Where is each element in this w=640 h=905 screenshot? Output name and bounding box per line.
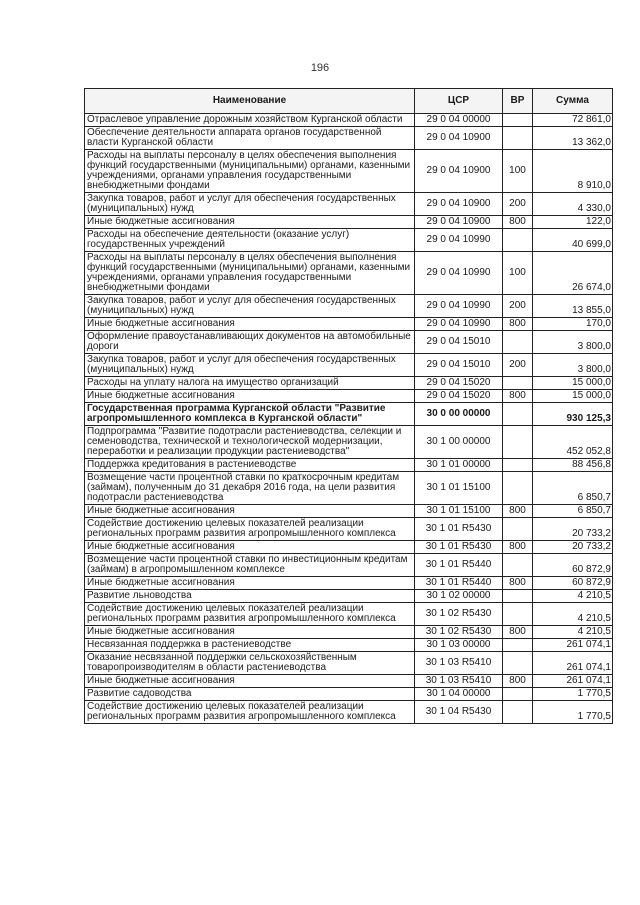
row-csr-cell: 29 0 04 10900	[415, 150, 503, 193]
row-sum-cell: 40 699,0	[533, 229, 613, 252]
table-row	[85, 252, 613, 295]
row-vr-cell	[503, 472, 533, 505]
row-vr-cell	[503, 127, 533, 150]
row-name-cell: Возмещение части процентной ставки по краткосрочным кредитам (займам), полученным до 31 декабря 2016 года, на цели развития подотрасли растениеводства	[85, 472, 415, 505]
row-name-cell: Иные бюджетные ассигнования	[85, 541, 415, 554]
row-csr-cell: 29 0 04 10900	[415, 127, 503, 150]
row-vr-cell: 100	[503, 252, 533, 295]
row-name-cell: Развитие льноводства	[85, 590, 415, 603]
table-header-row	[85, 89, 613, 114]
row-name-cell: Государственная программа Курганской области "Развитие агропромышленного комплекса в Курганской области"	[85, 403, 415, 426]
row-vr-cell: 800	[503, 390, 533, 403]
row-vr-cell	[503, 639, 533, 652]
row-sum-cell: 8 910,0	[533, 150, 613, 193]
row-name-cell: Содействие достижению целевых показателей реализации региональных программ развития агропромышленного комплекса	[85, 603, 415, 626]
row-vr-cell	[503, 603, 533, 626]
row-vr-cell: 800	[503, 577, 533, 590]
row-sum-cell: 6 850,7	[533, 472, 613, 505]
table-row	[85, 590, 613, 603]
row-sum-cell: 261 074,1	[533, 652, 613, 675]
row-name-cell: Закупка товаров, работ и услуг для обеспечения государственных (муниципальных) нужд	[85, 354, 415, 377]
header-csr: ЦСР	[415, 89, 503, 114]
row-sum-cell: 60 872,9	[533, 577, 613, 590]
table-row	[85, 403, 613, 426]
row-csr-cell: 29 0 04 10900	[415, 193, 503, 216]
table-row	[85, 426, 613, 459]
row-csr-cell: 30 0 00 00000	[415, 403, 503, 426]
row-name-cell: Обеспечение деятельности аппарата органов государственной власти Курганской области	[85, 127, 415, 150]
row-csr-cell: 30 1 01 15100	[415, 505, 503, 518]
table-row	[85, 150, 613, 193]
table-row	[85, 675, 613, 688]
row-csr-cell: 30 1 02 00000	[415, 590, 503, 603]
row-csr-cell: 29 0 04 00000	[415, 114, 503, 127]
row-vr-cell	[503, 518, 533, 541]
row-vr-cell	[503, 554, 533, 577]
row-csr-cell: 29 0 04 15020	[415, 377, 503, 390]
row-csr-cell: 29 0 04 15010	[415, 354, 503, 377]
table-row	[85, 216, 613, 229]
row-csr-cell: 30 1 03 R5410	[415, 675, 503, 688]
header-sum: Сумма	[533, 89, 613, 114]
row-vr-cell: 100	[503, 150, 533, 193]
row-vr-cell: 800	[503, 216, 533, 229]
table-row	[85, 193, 613, 216]
row-sum-cell: 88 456,8	[533, 459, 613, 472]
row-sum-cell: 60 872,9	[533, 554, 613, 577]
row-name-cell: Расходы на обеспечение деятельности (оказание услуг) государственных учреждений	[85, 229, 415, 252]
row-name-cell: Несвязанная поддержка в растениеводстве	[85, 639, 415, 652]
row-csr-cell: 30 1 01 R5430	[415, 518, 503, 541]
table-row	[85, 688, 613, 701]
row-sum-cell: 3 800,0	[533, 354, 613, 377]
row-csr-cell: 30 1 01 00000	[415, 459, 503, 472]
row-vr-cell: 800	[503, 505, 533, 518]
row-vr-cell	[503, 426, 533, 459]
row-sum-cell: 20 733,2	[533, 518, 613, 541]
row-vr-cell	[503, 403, 533, 426]
row-csr-cell: 29 0 04 10900	[415, 216, 503, 229]
table-row	[85, 354, 613, 377]
row-csr-cell: 30 1 01 R5430	[415, 541, 503, 554]
table-row	[85, 331, 613, 354]
row-vr-cell	[503, 459, 533, 472]
table-row	[85, 541, 613, 554]
row-name-cell: Отраслевое управление дорожным хозяйством Курганской области	[85, 114, 415, 127]
table-row	[85, 127, 613, 150]
row-sum-cell: 20 733,2	[533, 541, 613, 554]
row-name-cell: Оказание несвязанной поддержки сельскохозяйственным товаропроизводителям в области растениеводства	[85, 652, 415, 675]
table-row	[85, 518, 613, 541]
row-csr-cell: 30 1 01 15100	[415, 472, 503, 505]
row-vr-cell: 200	[503, 193, 533, 216]
row-name-cell: Закупка товаров, работ и услуг для обеспечения государственных (муниципальных) нужд	[85, 193, 415, 216]
row-sum-cell: 15 000,0	[533, 377, 613, 390]
row-name-cell: Иные бюджетные ассигнования	[85, 318, 415, 331]
row-name-cell: Содействие достижению целевых показателей реализации региональных программ развития агропромышленного комплекса	[85, 701, 415, 724]
table-row	[85, 377, 613, 390]
table-row	[85, 114, 613, 127]
row-sum-cell: 3 800,0	[533, 331, 613, 354]
table-row	[85, 652, 613, 675]
row-sum-cell: 4 210,5	[533, 603, 613, 626]
row-csr-cell: 29 0 04 15020	[415, 390, 503, 403]
header-name: Наименование	[85, 89, 415, 114]
row-vr-cell: 800	[503, 541, 533, 554]
row-sum-cell: 15 000,0	[533, 390, 613, 403]
table-row	[85, 505, 613, 518]
row-csr-cell: 29 0 04 10990	[415, 295, 503, 318]
row-sum-cell: 13 855,0	[533, 295, 613, 318]
row-csr-cell: 29 0 04 10990	[415, 229, 503, 252]
row-vr-cell: 200	[503, 295, 533, 318]
table-row	[85, 626, 613, 639]
row-name-cell: Иные бюджетные ассигнования	[85, 390, 415, 403]
row-csr-cell: 30 1 00 00000	[415, 426, 503, 459]
row-csr-cell: 29 0 04 10990	[415, 318, 503, 331]
row-name-cell: Иные бюджетные ассигнования	[85, 505, 415, 518]
table-row	[85, 472, 613, 505]
row-sum-cell: 122,0	[533, 216, 613, 229]
row-sum-cell: 26 674,0	[533, 252, 613, 295]
budget-table-container	[84, 88, 612, 724]
row-name-cell: Оформление правоустанавливающих документов на автомобильные дороги	[85, 331, 415, 354]
table-row	[85, 318, 613, 331]
row-csr-cell: 30 1 01 R5440	[415, 554, 503, 577]
row-name-cell: Расходы на выплаты персоналу в целях обеспечения выполнения функций государственными (муниципальными) органами, казенными учреждениями, органами управления государственными внебюджетными фондами	[85, 150, 415, 193]
row-sum-cell: 452 052,8	[533, 426, 613, 459]
row-csr-cell: 29 0 04 10990	[415, 252, 503, 295]
table-row	[85, 639, 613, 652]
row-name-cell: Возмещение части процентной ставки по инвестиционным кредитам (займам) в агропромышленном комплексе	[85, 554, 415, 577]
row-csr-cell: 29 0 04 15010	[415, 331, 503, 354]
row-name-cell: Развитие садоводства	[85, 688, 415, 701]
row-csr-cell: 30 1 01 R5440	[415, 577, 503, 590]
table-body	[85, 114, 613, 724]
row-sum-cell: 261 074,1	[533, 675, 613, 688]
row-sum-cell: 4 330,0	[533, 193, 613, 216]
row-vr-cell: 800	[503, 626, 533, 639]
row-csr-cell: 30 1 02 R5430	[415, 603, 503, 626]
row-vr-cell: 800	[503, 675, 533, 688]
header-vr: ВР	[503, 89, 533, 114]
row-vr-cell	[503, 701, 533, 724]
row-name-cell: Содействие достижению целевых показателей реализации региональных программ развития агропромышленного комплекса	[85, 518, 415, 541]
row-name-cell: Поддержка кредитования в растениеводстве	[85, 459, 415, 472]
table-row	[85, 701, 613, 724]
row-vr-cell	[503, 590, 533, 603]
budget-table	[84, 88, 613, 724]
table-row	[85, 577, 613, 590]
row-vr-cell	[503, 688, 533, 701]
row-vr-cell	[503, 114, 533, 127]
row-sum-cell: 6 850,7	[533, 505, 613, 518]
table-row	[85, 603, 613, 626]
table-row	[85, 390, 613, 403]
page-number: 196	[310, 62, 330, 74]
row-vr-cell	[503, 229, 533, 252]
row-sum-cell: 1 770,5	[533, 701, 613, 724]
table-row	[85, 459, 613, 472]
row-sum-cell: 930 125,3	[533, 403, 613, 426]
row-csr-cell: 30 1 02 R5430	[415, 626, 503, 639]
row-sum-cell: 13 362,0	[533, 127, 613, 150]
table-row	[85, 554, 613, 577]
row-sum-cell: 1 770,5	[533, 688, 613, 701]
row-name-cell: Закупка товаров, работ и услуг для обеспечения государственных (муниципальных) нужд	[85, 295, 415, 318]
row-sum-cell: 261 074,1	[533, 639, 613, 652]
table-row	[85, 229, 613, 252]
row-name-cell: Иные бюджетные ассигнования	[85, 626, 415, 639]
row-name-cell: Подпрограмма "Развитие подотрасли растениеводства, селекции и семеноводства, технической и технологической модернизации, переработки и реализации продукции растениеводства"	[85, 426, 415, 459]
row-vr-cell	[503, 377, 533, 390]
row-vr-cell	[503, 331, 533, 354]
row-name-cell: Расходы на выплаты персоналу в целях обеспечения выполнения функций государственными (муниципальными) органами, казенными учреждениями, органами управления государственными внебюджетными фондами	[85, 252, 415, 295]
row-name-cell: Иные бюджетные ассигнования	[85, 675, 415, 688]
row-name-cell: Иные бюджетные ассигнования	[85, 577, 415, 590]
row-sum-cell: 4 210,5	[533, 626, 613, 639]
row-sum-cell: 72 861,0	[533, 114, 613, 127]
table-row	[85, 295, 613, 318]
row-vr-cell: 200	[503, 354, 533, 377]
row-name-cell: Расходы на уплату налога на имущество организаций	[85, 377, 415, 390]
row-vr-cell: 800	[503, 318, 533, 331]
row-sum-cell: 170,0	[533, 318, 613, 331]
row-name-cell: Иные бюджетные ассигнования	[85, 216, 415, 229]
row-csr-cell: 30 1 04 R5430	[415, 701, 503, 724]
row-csr-cell: 30 1 04 00000	[415, 688, 503, 701]
row-csr-cell: 30 1 03 00000	[415, 639, 503, 652]
row-vr-cell	[503, 652, 533, 675]
row-csr-cell: 30 1 03 R5410	[415, 652, 503, 675]
row-sum-cell: 4 210,5	[533, 590, 613, 603]
